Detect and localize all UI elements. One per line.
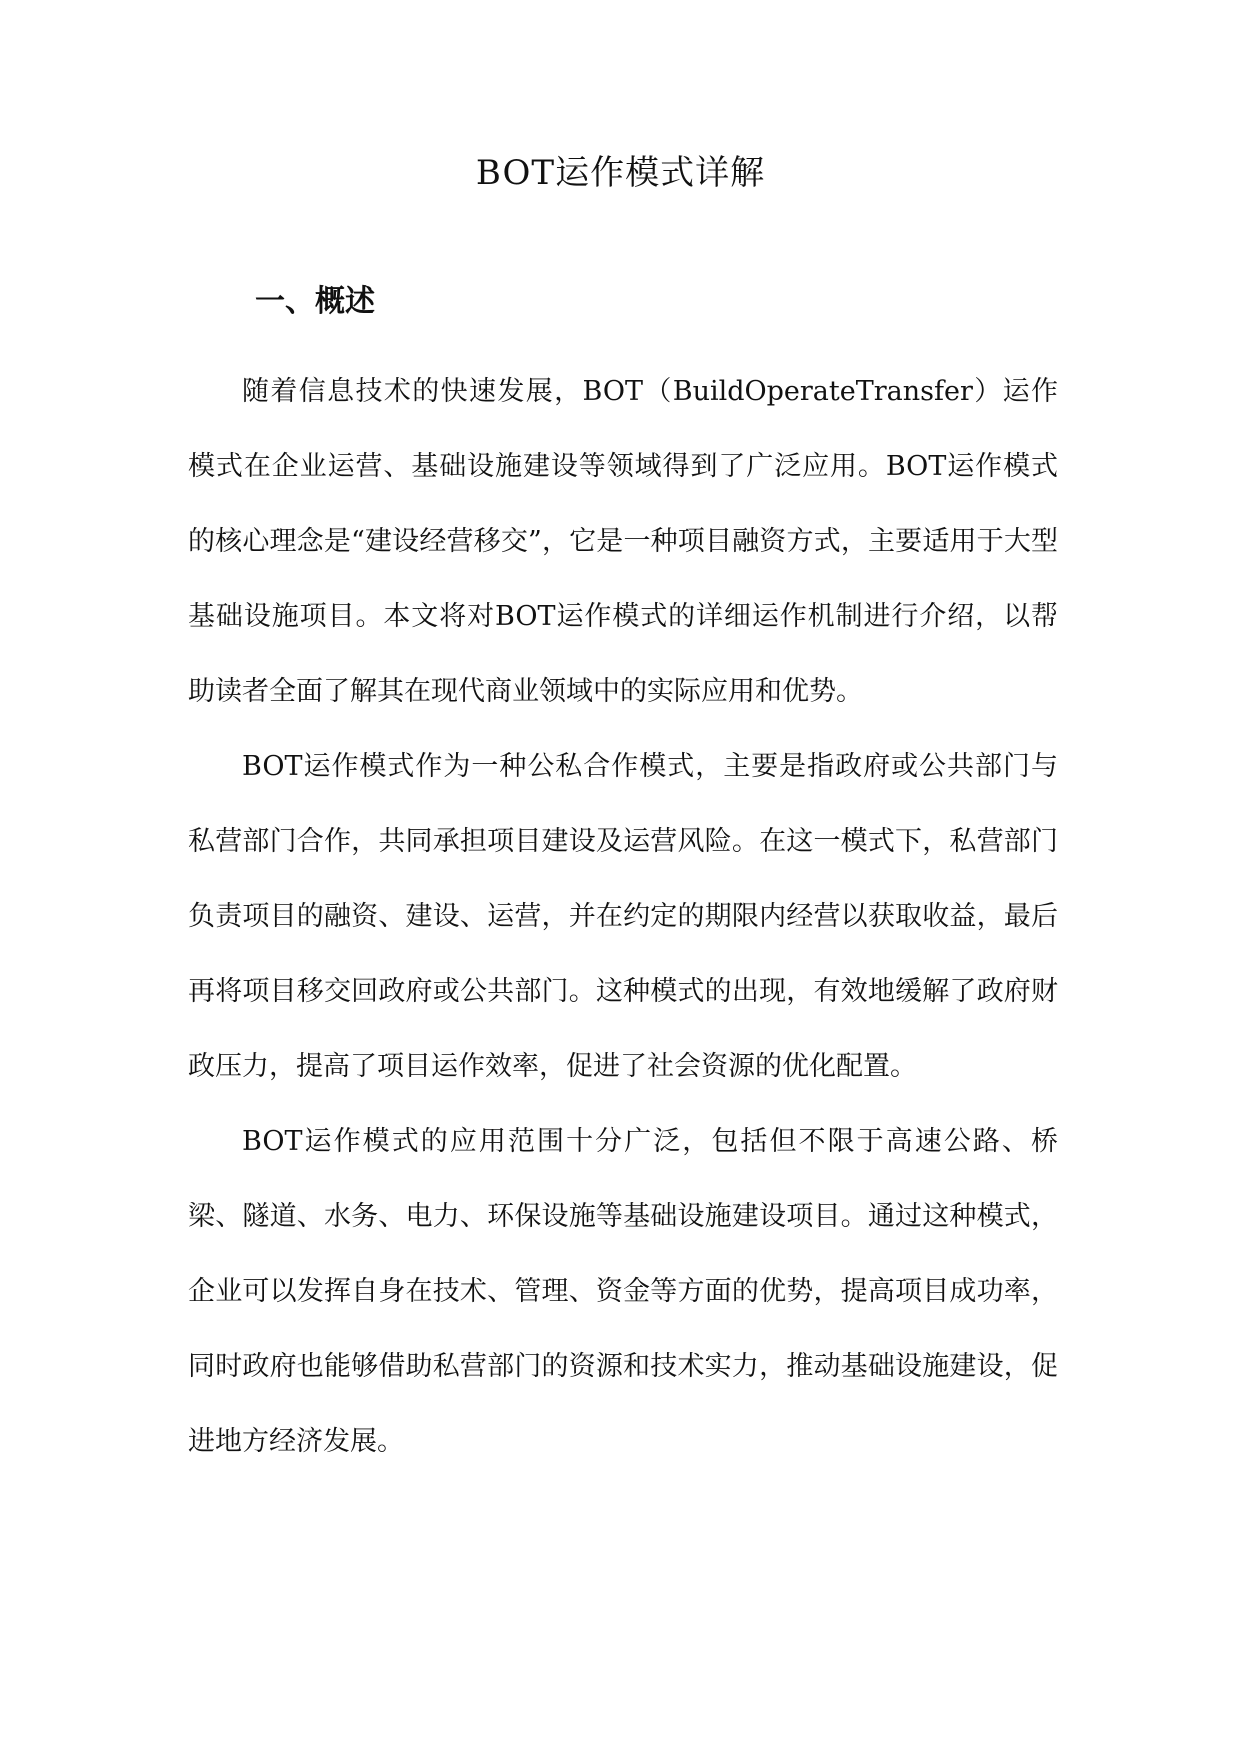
document-body [188, 354, 1058, 1479]
document-title: BOT运作模式详解 [475, 153, 766, 193]
section-heading-overview: 一、概述 [255, 284, 375, 319]
paragraph-3: BOT运作模式的应用范围十分广泛，包括但不限于高速公路、桥梁、隧道、水务、电力、环保设施等基础设施建设项目。通过这种模式，企业可以发挥自身在技术、管理、资金等方面的优势，提高项目成功率，同时政府也能够借助私营部门的资源和技术实力，推动基础设施建设，促进地方经济发展。 [188, 1126, 1058, 1457]
paragraph-1: 随着信息技术的快速发展，BOT（BuildOperateTransfer）运作模式在企业运营、基础设施建设等领域得到了广泛应用。BOT运作模式的核心理念是“建设经营移交”，它是一种项目融资方式，主要适用于大型基础设施项目。本文将对BOT运作模式的详细运作机制进行介绍，以帮助读者全面了解其在现代商业领域中的实际应用和优势。 [188, 376, 1058, 707]
paragraph-2: BOT运作模式作为一种公私合作模式，主要是指政府或公共部门与私营部门合作，共同承担项目建设及运营风险。在这一模式下，私营部门负责项目的融资、建设、运营，并在约定的期限内经营以获取收益，最后再将项目移交回政府或公共部门。这种模式的出现，有效地缓解了政府财政压力，提高了项目运作效率，促进了社会资源的优化配置。 [188, 751, 1058, 1082]
